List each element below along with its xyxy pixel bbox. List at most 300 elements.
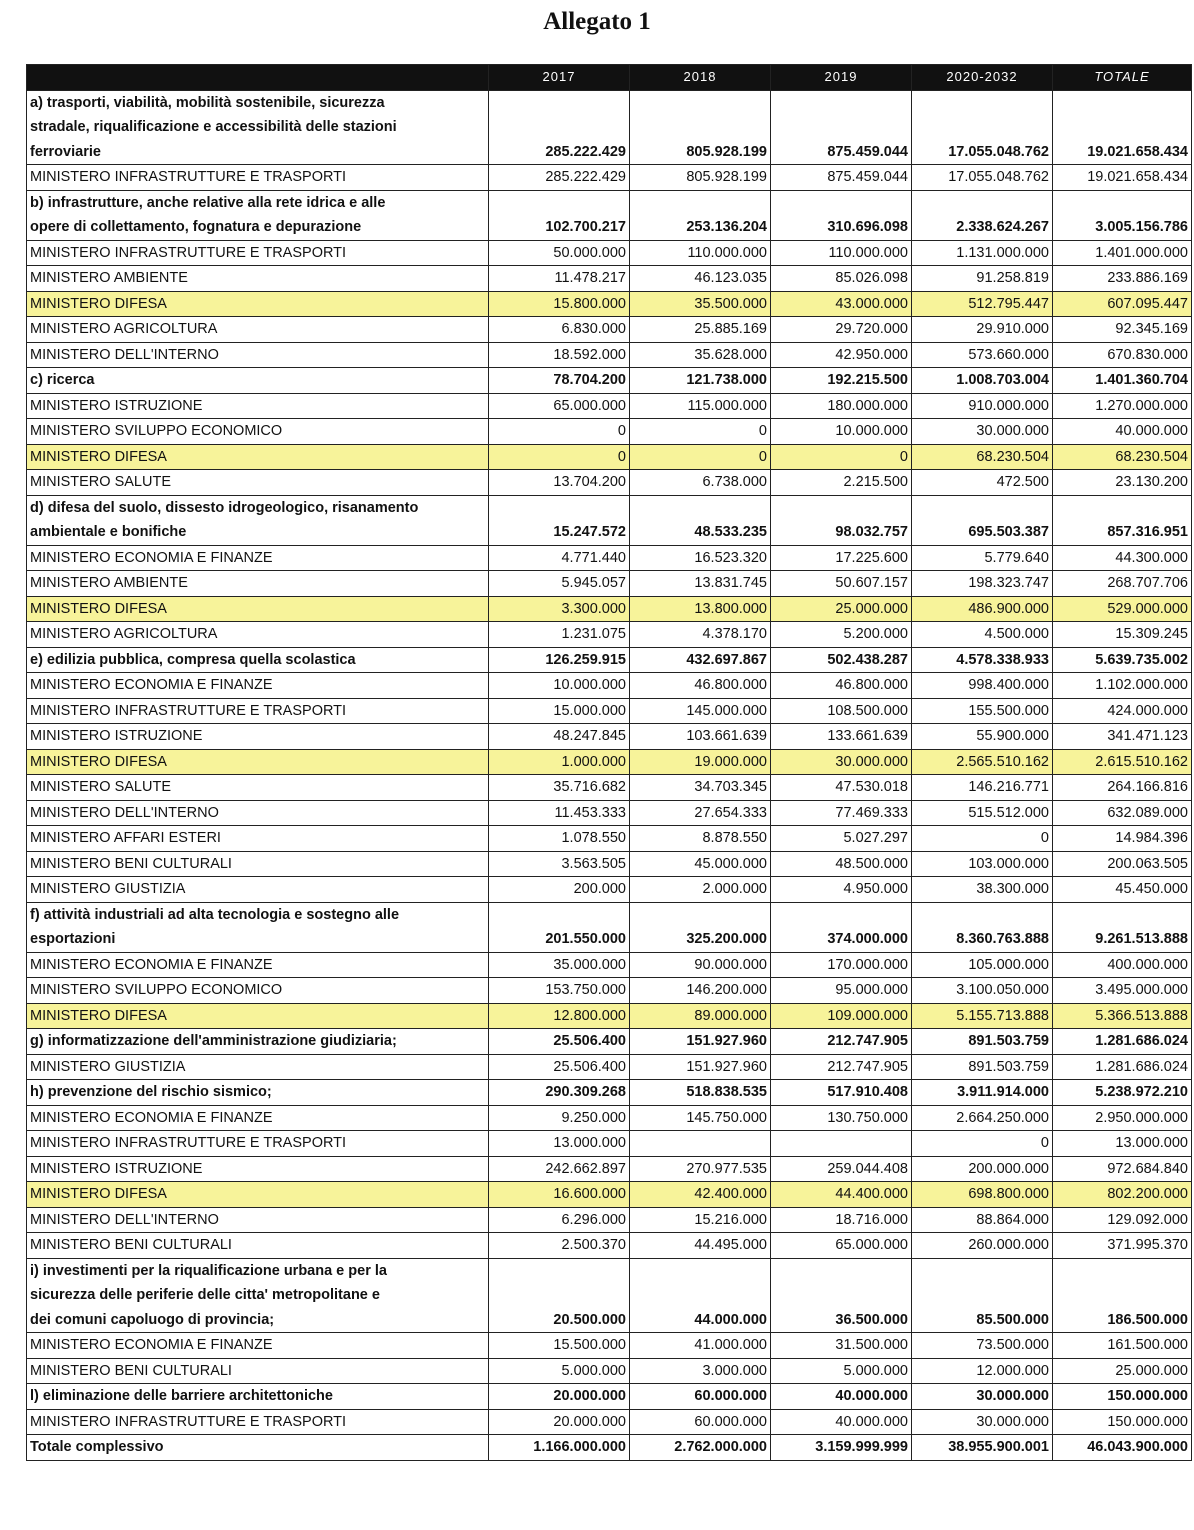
- document-title: Allegato 1: [543, 8, 651, 35]
- cell-2019: 18.716.000: [771, 1207, 912, 1233]
- cell-2020-2032: 5.155.713.888: [912, 1003, 1053, 1029]
- cell-totale: 2.950.000.000: [1053, 1105, 1192, 1131]
- table-row: [27, 1409, 1192, 1435]
- cell-2017: 15.000.000: [489, 698, 630, 724]
- category-row: [27, 368, 1192, 394]
- header-cell-2019: 2019: [771, 65, 912, 91]
- cell-2018: 46.123.035: [630, 266, 771, 292]
- row-label-text: MINISTERO GIUSTIZIA: [30, 1058, 186, 1075]
- cell-totale: 161.500.000: [1053, 1333, 1192, 1359]
- cell-2017: 20.000.000: [489, 1384, 630, 1410]
- cell-2017: 5.000.000: [489, 1358, 630, 1384]
- row-label: [27, 1207, 489, 1233]
- cell-2019: 17.225.600: [771, 545, 912, 571]
- cell-2019: 374.000.000: [771, 902, 912, 952]
- row-label: [27, 342, 489, 368]
- cell-2018: 151.927.960: [630, 1029, 771, 1055]
- table-row: [27, 470, 1192, 496]
- row-label-text: Totale complessivo: [30, 1439, 164, 1455]
- cell-2017: 78.704.200: [489, 368, 630, 394]
- cell-2020-2032: 91.258.819: [912, 266, 1053, 292]
- table-row: [27, 952, 1192, 978]
- cell-2017: 0: [489, 419, 630, 445]
- cell-2020-2032: 695.503.387: [912, 495, 1053, 545]
- cell-totale: 200.063.505: [1053, 851, 1192, 877]
- cell-totale: 857.316.951: [1053, 495, 1192, 545]
- table-row: [27, 673, 1192, 699]
- cell-2019: 50.607.157: [771, 571, 912, 597]
- cell-2018: 41.000.000: [630, 1333, 771, 1359]
- table-row: [27, 165, 1192, 191]
- cell-2020-2032: 38.300.000: [912, 877, 1053, 903]
- cell-2017: 20.500.000: [489, 1258, 630, 1333]
- cell-totale: 1.401.360.704: [1053, 368, 1192, 394]
- cell-2018: 110.000.000: [630, 240, 771, 266]
- cell-2019: 48.500.000: [771, 851, 912, 877]
- cell-2020-2032: 472.500: [912, 470, 1053, 496]
- cell-2019: 130.750.000: [771, 1105, 912, 1131]
- cell-totale: 632.089.000: [1053, 800, 1192, 826]
- cell-2018: 121.738.000: [630, 368, 771, 394]
- row-label: [27, 1333, 489, 1359]
- row-label-text: MINISTERO AGRICOLTURA: [30, 626, 218, 642]
- table-row: [27, 342, 1192, 368]
- row-label: [27, 545, 489, 571]
- cell-2017: 16.600.000: [489, 1182, 630, 1208]
- table-row: [27, 978, 1192, 1004]
- cell-2019: 180.000.000: [771, 393, 912, 419]
- table-row: [27, 877, 1192, 903]
- cell-2019: 2.215.500: [771, 470, 912, 496]
- highlighted-row: [27, 1182, 1192, 1208]
- cell-2019: 212.747.905: [771, 1029, 912, 1055]
- row-label: [27, 1131, 489, 1157]
- cell-totale: 264.166.816: [1053, 775, 1192, 801]
- cell-totale: 5.238.972.210: [1053, 1080, 1192, 1106]
- row-label: [27, 240, 489, 266]
- budget-table: [26, 64, 1192, 1461]
- cell-2019: 95.000.000: [771, 978, 912, 1004]
- cell-2019: 31.500.000: [771, 1333, 912, 1359]
- cell-totale: 44.300.000: [1053, 545, 1192, 571]
- cell-2020-2032: 486.900.000: [912, 596, 1053, 622]
- cell-2018: 42.400.000: [630, 1182, 771, 1208]
- cell-2019: 5.000.000: [771, 1358, 912, 1384]
- cell-totale: 3.495.000.000: [1053, 978, 1192, 1004]
- header-cell-totale: TOTALE: [1053, 65, 1192, 91]
- cell-2019: 44.400.000: [771, 1182, 912, 1208]
- row-label-text: MINISTERO ISTRUZIONE: [30, 728, 203, 744]
- cell-2019: 3.159.999.999: [771, 1435, 912, 1461]
- cell-2019: [771, 1131, 912, 1157]
- row-label-text: MINISTERO AMBIENTE: [30, 270, 188, 286]
- cell-2020-2032: 198.323.747: [912, 571, 1053, 597]
- cell-2020-2032: 5.779.640: [912, 545, 1053, 571]
- table-row: [27, 240, 1192, 266]
- cell-totale: 1.281.686.024: [1053, 1054, 1192, 1080]
- cell-2020-2032: 29.910.000: [912, 317, 1053, 343]
- cell-2017: 20.000.000: [489, 1409, 630, 1435]
- cell-2020-2032: 103.000.000: [912, 851, 1053, 877]
- cell-2020-2032: 17.055.048.762: [912, 90, 1053, 165]
- cell-2017: 11.478.217: [489, 266, 630, 292]
- row-label: [27, 1156, 489, 1182]
- cell-2018: 34.703.345: [630, 775, 771, 801]
- cell-2018: 151.927.960: [630, 1054, 771, 1080]
- cell-2019: 10.000.000: [771, 419, 912, 445]
- row-label-text: MINISTERO DIFESA: [30, 1007, 167, 1024]
- cell-2017: 5.945.057: [489, 571, 630, 597]
- table-row: [27, 1054, 1192, 1080]
- table-row: [27, 775, 1192, 801]
- cell-2017: 13.000.000: [489, 1131, 630, 1157]
- cell-2019: 192.215.500: [771, 368, 912, 394]
- row-label: [27, 978, 489, 1004]
- cell-2020-2032: 515.512.000: [912, 800, 1053, 826]
- row-label: [27, 1409, 489, 1435]
- cell-2017: 48.247.845: [489, 724, 630, 750]
- cell-2020-2032: 55.900.000: [912, 724, 1053, 750]
- category-row: [27, 495, 1192, 545]
- cell-2020-2032: 105.000.000: [912, 952, 1053, 978]
- row-label-text: MINISTERO DELL'INTERNO: [30, 1211, 219, 1228]
- cell-totale: 3.005.156.786: [1053, 190, 1192, 240]
- cell-totale: 5.639.735.002: [1053, 647, 1192, 673]
- table-row: [27, 1105, 1192, 1131]
- cell-2017: 15.500.000: [489, 1333, 630, 1359]
- cell-2017: 290.309.268: [489, 1080, 630, 1106]
- cell-totale: 45.450.000: [1053, 877, 1192, 903]
- cell-totale: 15.309.245: [1053, 622, 1192, 648]
- cell-2017: 35.000.000: [489, 952, 630, 978]
- cell-2018: 35.500.000: [630, 291, 771, 317]
- cell-2017: 15.247.572: [489, 495, 630, 545]
- cell-2018: 145.750.000: [630, 1105, 771, 1131]
- row-label: [27, 877, 489, 903]
- table-row: [27, 724, 1192, 750]
- cell-2017: 4.771.440: [489, 545, 630, 571]
- row-label-text: MINISTERO BENI CULTURALI: [30, 1362, 232, 1379]
- cell-2018: 3.000.000: [630, 1358, 771, 1384]
- cell-2017: 1.000.000: [489, 749, 630, 775]
- cell-2019: 875.459.044: [771, 90, 912, 165]
- header-row: [27, 65, 1192, 91]
- cell-2017: 65.000.000: [489, 393, 630, 419]
- cell-2019: 40.000.000: [771, 1384, 912, 1410]
- row-label-text: MINISTERO BENI CULTURALI: [30, 855, 232, 872]
- cell-totale: 19.021.658.434: [1053, 90, 1192, 165]
- cell-2017: 35.716.682: [489, 775, 630, 801]
- header-cell-2017: 2017: [489, 65, 630, 91]
- cell-2018: 15.216.000: [630, 1207, 771, 1233]
- cell-2017: 285.222.429: [489, 165, 630, 191]
- table-row: [27, 317, 1192, 343]
- row-label-text: MINISTERO SVILUPPO ECONOMICO: [30, 423, 283, 439]
- cell-2020-2032: 1.131.000.000: [912, 240, 1053, 266]
- cell-totale: 5.366.513.888: [1053, 1003, 1192, 1029]
- cell-2017: 0: [489, 444, 630, 470]
- cell-2018: 45.000.000: [630, 851, 771, 877]
- row-label-text: MINISTERO INFRASTRUTTURE E TRASPORTI: [30, 702, 347, 719]
- cell-2019: 77.469.333: [771, 800, 912, 826]
- row-label-text: MINISTERO GIUSTIZIA: [30, 881, 186, 897]
- cell-2018: 432.697.867: [630, 647, 771, 673]
- cell-2017: 13.704.200: [489, 470, 630, 496]
- row-label-text: MINISTERO ISTRUZIONE: [30, 397, 203, 414]
- cell-2020-2032: 155.500.000: [912, 698, 1053, 724]
- row-label-text: MINISTERO AMBIENTE: [30, 575, 188, 591]
- cell-2020-2032: 85.500.000: [912, 1258, 1053, 1333]
- cell-2019: 40.000.000: [771, 1409, 912, 1435]
- cell-2019: 0: [771, 444, 912, 470]
- cell-2017: 6.830.000: [489, 317, 630, 343]
- cell-2019: 65.000.000: [771, 1233, 912, 1259]
- cell-2020-2032: 3.100.050.000: [912, 978, 1053, 1004]
- row-label: [27, 444, 489, 470]
- cell-2019: 875.459.044: [771, 165, 912, 191]
- row-label-text: g) informatizzazione dell'amministrazione giudiziaria;: [30, 1033, 397, 1049]
- cell-2018: 46.800.000: [630, 673, 771, 699]
- cell-2020-2032: 998.400.000: [912, 673, 1053, 699]
- cell-2017: 25.506.400: [489, 1029, 630, 1055]
- cell-2020-2032: 2.664.250.000: [912, 1105, 1053, 1131]
- row-label-text: MINISTERO ECONOMIA E FINANZE: [30, 956, 273, 973]
- row-label: [27, 419, 489, 445]
- cell-2018: 35.628.000: [630, 342, 771, 368]
- cell-2019: 98.032.757: [771, 495, 912, 545]
- cell-totale: 2.615.510.162: [1053, 749, 1192, 775]
- cell-totale: 25.000.000: [1053, 1358, 1192, 1384]
- table-row: [27, 1207, 1192, 1233]
- cell-2017: 50.000.000: [489, 240, 630, 266]
- cell-2018: 805.928.199: [630, 165, 771, 191]
- category-row: [27, 902, 1192, 952]
- row-label: [27, 1384, 489, 1410]
- table-row: [27, 622, 1192, 648]
- table-row: [27, 826, 1192, 852]
- row-label-text: MINISTERO ECONOMIA E FINANZE: [30, 549, 273, 566]
- cell-2018: 253.136.204: [630, 190, 771, 240]
- cell-2019: 502.438.287: [771, 647, 912, 673]
- row-label: [27, 1358, 489, 1384]
- row-label-text: MINISTERO DIFESA: [30, 753, 167, 770]
- cell-2019: 25.000.000: [771, 596, 912, 622]
- row-label: [27, 673, 489, 699]
- row-label-text: MINISTERO INFRASTRUTTURE E TRASPORTI: [30, 1135, 347, 1151]
- cell-2020-2032: 73.500.000: [912, 1333, 1053, 1359]
- cell-totale: 23.130.200: [1053, 470, 1192, 496]
- row-label-text: d) difesa del suolo, dissesto idrogeologico, risanamento ambientale e bonifiche: [30, 499, 419, 540]
- table-row: [27, 1333, 1192, 1359]
- table-row: [27, 571, 1192, 597]
- cell-totale: 13.000.000: [1053, 1131, 1192, 1157]
- highlighted-row: [27, 596, 1192, 622]
- cell-2020-2032: 88.864.000: [912, 1207, 1053, 1233]
- cell-2019: 46.800.000: [771, 673, 912, 699]
- row-label: [27, 800, 489, 826]
- cell-2017: 242.662.897: [489, 1156, 630, 1182]
- row-label: [27, 724, 489, 750]
- header-cell-2020-2032: 2020-2032: [912, 65, 1053, 91]
- cell-2017: 285.222.429: [489, 90, 630, 165]
- cell-totale: 268.707.706: [1053, 571, 1192, 597]
- cell-2017: 10.000.000: [489, 673, 630, 699]
- cell-2019: 29.720.000: [771, 317, 912, 343]
- cell-2019: 110.000.000: [771, 240, 912, 266]
- cell-totale: 129.092.000: [1053, 1207, 1192, 1233]
- cell-2018: 2.762.000.000: [630, 1435, 771, 1461]
- table-row: [27, 698, 1192, 724]
- cell-2018: 27.654.333: [630, 800, 771, 826]
- cell-2019: 30.000.000: [771, 749, 912, 775]
- row-label: [27, 470, 489, 496]
- table-row: [27, 1131, 1192, 1157]
- cell-totale: 40.000.000: [1053, 419, 1192, 445]
- cell-totale: 1.270.000.000: [1053, 393, 1192, 419]
- cell-2018: 0: [630, 444, 771, 470]
- grand-total-row: [27, 1435, 1192, 1461]
- cell-2020-2032: 4.578.338.933: [912, 647, 1053, 673]
- highlighted-row: [27, 291, 1192, 317]
- cell-totale: 670.830.000: [1053, 342, 1192, 368]
- row-label: [27, 1258, 489, 1333]
- row-label-text: i) investimenti per la riqualificazione urbana e per la sicurezza delle periferie delle citta' metropolitane e dei comuni capoluogo di provincia;: [30, 1262, 387, 1328]
- cell-2017: 102.700.217: [489, 190, 630, 240]
- cell-totale: 341.471.123: [1053, 724, 1192, 750]
- row-label-text: a) trasporti, viabilità, mobilità sostenibile, sicurezza stradale, riqualificazione e accessibilità delle stazioni ferroviarie: [30, 94, 397, 160]
- row-label-text: h) prevenzione del rischio sismico;: [30, 1084, 272, 1100]
- cell-2017: 126.259.915: [489, 647, 630, 673]
- cell-2019: 109.000.000: [771, 1003, 912, 1029]
- row-label: [27, 622, 489, 648]
- category-row: [27, 647, 1192, 673]
- cell-2018: 89.000.000: [630, 1003, 771, 1029]
- cell-totale: 19.021.658.434: [1053, 165, 1192, 191]
- row-label: [27, 749, 489, 775]
- cell-2018: 115.000.000: [630, 393, 771, 419]
- cell-2019: 212.747.905: [771, 1054, 912, 1080]
- row-label-text: MINISTERO SALUTE: [30, 474, 171, 490]
- row-label-text: MINISTERO ISTRUZIONE: [30, 1160, 203, 1177]
- row-label-text: MINISTERO DIFESA: [30, 600, 167, 617]
- table-row: [27, 419, 1192, 445]
- cell-2018: 4.378.170: [630, 622, 771, 648]
- row-label: [27, 266, 489, 292]
- cell-2019: 5.200.000: [771, 622, 912, 648]
- cell-2019: 47.530.018: [771, 775, 912, 801]
- cell-2020-2032: 68.230.504: [912, 444, 1053, 470]
- cell-2018: 805.928.199: [630, 90, 771, 165]
- row-label: [27, 291, 489, 317]
- cell-2020-2032: 12.000.000: [912, 1358, 1053, 1384]
- cell-2018: 60.000.000: [630, 1409, 771, 1435]
- cell-2020-2032: 200.000.000: [912, 1156, 1053, 1182]
- cell-totale: 233.886.169: [1053, 266, 1192, 292]
- cell-2020-2032: 38.955.900.001: [912, 1435, 1053, 1461]
- cell-totale: 9.261.513.888: [1053, 902, 1192, 952]
- row-label: [27, 647, 489, 673]
- cell-totale: 424.000.000: [1053, 698, 1192, 724]
- row-label: [27, 368, 489, 394]
- cell-totale: 400.000.000: [1053, 952, 1192, 978]
- cell-2020-2032: 260.000.000: [912, 1233, 1053, 1259]
- cell-2018: 25.885.169: [630, 317, 771, 343]
- row-label-text: MINISTERO AGRICOLTURA: [30, 321, 218, 337]
- cell-2018: [630, 1131, 771, 1157]
- header-cell-label: [27, 65, 489, 91]
- category-row: [27, 1029, 1192, 1055]
- cell-2019: 517.910.408: [771, 1080, 912, 1106]
- cell-2018: 13.831.745: [630, 571, 771, 597]
- cell-2018: 6.738.000: [630, 470, 771, 496]
- row-label-text: MINISTERO ECONOMIA E FINANZE: [30, 1109, 273, 1126]
- cell-2020-2032: 3.911.914.000: [912, 1080, 1053, 1106]
- row-label: [27, 1003, 489, 1029]
- row-label: [27, 698, 489, 724]
- cell-2020-2032: 2.565.510.162: [912, 749, 1053, 775]
- cell-2017: 18.592.000: [489, 342, 630, 368]
- header-cell-2018: 2018: [630, 65, 771, 91]
- row-label: [27, 851, 489, 877]
- row-label: [27, 902, 489, 952]
- cell-2018: 145.000.000: [630, 698, 771, 724]
- row-label: [27, 495, 489, 545]
- row-label-text: MINISTERO INFRASTRUTTURE E TRASPORTI: [30, 1413, 347, 1430]
- row-label: [27, 1080, 489, 1106]
- row-label-text: MINISTERO ECONOMIA E FINANZE: [30, 1337, 273, 1353]
- row-label-text: MINISTERO DELL'INTERNO: [30, 804, 219, 821]
- cell-2017: 11.453.333: [489, 800, 630, 826]
- cell-2018: 60.000.000: [630, 1384, 771, 1410]
- row-label: [27, 190, 489, 240]
- cell-2020-2032: 573.660.000: [912, 342, 1053, 368]
- table-row: [27, 800, 1192, 826]
- cell-2020-2032: 30.000.000: [912, 1409, 1053, 1435]
- cell-2019: 170.000.000: [771, 952, 912, 978]
- row-label: [27, 1105, 489, 1131]
- cell-2020-2032: 8.360.763.888: [912, 902, 1053, 952]
- cell-totale: 529.000.000: [1053, 596, 1192, 622]
- cell-2019: 42.950.000: [771, 342, 912, 368]
- cell-2020-2032: 698.800.000: [912, 1182, 1053, 1208]
- cell-2018: 16.523.320: [630, 545, 771, 571]
- cell-totale: 1.281.686.024: [1053, 1029, 1192, 1055]
- cell-totale: 46.043.900.000: [1053, 1435, 1192, 1461]
- category-row: [27, 90, 1192, 165]
- table-row: [27, 1156, 1192, 1182]
- row-label-text: l) eliminazione delle barriere architettoniche: [30, 1388, 333, 1404]
- cell-2020-2032: 512.795.447: [912, 291, 1053, 317]
- cell-totale: 14.984.396: [1053, 826, 1192, 852]
- cell-2020-2032: 891.503.759: [912, 1029, 1053, 1055]
- cell-2017: 15.800.000: [489, 291, 630, 317]
- cell-2017: 1.231.075: [489, 622, 630, 648]
- row-label: [27, 1435, 489, 1461]
- row-label: [27, 1182, 489, 1208]
- row-label: [27, 317, 489, 343]
- cell-2020-2032: 146.216.771: [912, 775, 1053, 801]
- cell-2018: 270.977.535: [630, 1156, 771, 1182]
- cell-2020-2032: 2.338.624.267: [912, 190, 1053, 240]
- cell-2017: 2.500.370: [489, 1233, 630, 1259]
- row-label-text: MINISTERO ECONOMIA E FINANZE: [30, 677, 273, 693]
- row-label: [27, 1233, 489, 1259]
- category-row: [27, 1258, 1192, 1333]
- cell-totale: 68.230.504: [1053, 444, 1192, 470]
- table-row: [27, 851, 1192, 877]
- cell-totale: 92.345.169: [1053, 317, 1192, 343]
- category-row: [27, 1384, 1192, 1410]
